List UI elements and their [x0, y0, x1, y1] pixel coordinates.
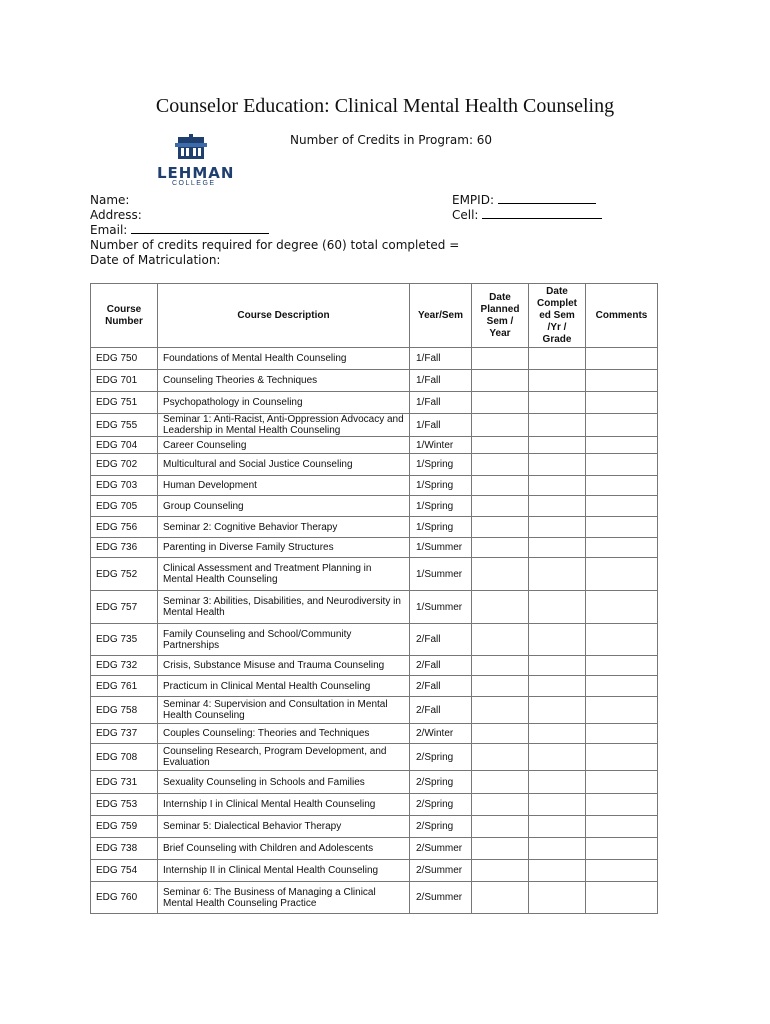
course-description: Seminar 2: Cognitive Behavior Therapy: [158, 517, 410, 538]
date-completed-cell[interactable]: [529, 676, 586, 697]
course-description: Seminar 4: Supervision and Consultation in Mental Health Counseling: [158, 697, 410, 724]
date-planned-cell[interactable]: [472, 771, 529, 794]
course-number: EDG 757: [91, 591, 158, 624]
date-planned-cell[interactable]: [472, 724, 529, 744]
date-completed-cell[interactable]: [529, 624, 586, 656]
table-row: [91, 517, 658, 538]
cell-field[interactable]: [482, 208, 602, 219]
empid-row: [452, 193, 596, 207]
table-row: [91, 476, 658, 496]
year-sem: 1/Summer: [410, 538, 472, 558]
comments-cell[interactable]: [586, 437, 658, 454]
course-description: Seminar 3: Abilities, Disabilities, and Neurodiversity in Mental Health: [158, 591, 410, 624]
date-planned-cell[interactable]: [472, 624, 529, 656]
comments-cell[interactable]: [586, 838, 658, 860]
course-description: Psychopathology in Counseling: [158, 392, 410, 414]
date-planned-cell[interactable]: [472, 370, 529, 392]
course-description: Seminar 1: Anti-Racist, Anti-Oppression Advocacy and Leadership in Mental Health Counseling: [158, 414, 410, 437]
course-description: Parenting in Diverse Family Structures: [158, 538, 410, 558]
course-description: Family Counseling and School/Community Partnerships: [158, 624, 410, 656]
course-number: EDG 736: [91, 538, 158, 558]
date-planned-cell[interactable]: [472, 676, 529, 697]
logo-subtext: COLLEGE: [172, 180, 216, 187]
table-row: [91, 724, 658, 744]
year-sem: 2/Spring: [410, 771, 472, 794]
date-planned-cell[interactable]: [472, 558, 529, 591]
year-sem: 1/Fall: [410, 392, 472, 414]
table-row: [91, 882, 658, 914]
course-number: EDG 701: [91, 370, 158, 392]
table-row: [91, 392, 658, 414]
date-completed-cell[interactable]: [529, 838, 586, 860]
year-sem: 1/Winter: [410, 437, 472, 454]
course-number: EDG 705: [91, 496, 158, 517]
course-number: EDG 737: [91, 724, 158, 744]
course-description: Internship II in Clinical Mental Health Counseling: [158, 860, 410, 882]
year-sem: 2/Spring: [410, 794, 472, 816]
comments-cell[interactable]: [586, 882, 658, 914]
empid-label: EMPID:: [452, 193, 494, 207]
comments-cell[interactable]: [586, 697, 658, 724]
course-number: EDG 750: [91, 348, 158, 370]
header-comments: Comments: [586, 284, 658, 348]
comments-cell[interactable]: [586, 794, 658, 816]
course-number: EDG 732: [91, 656, 158, 676]
table-row: [91, 496, 658, 517]
date-planned-cell[interactable]: [472, 860, 529, 882]
year-sem: 1/Fall: [410, 348, 472, 370]
cell-row: [452, 208, 602, 222]
course-description: Human Development: [158, 476, 410, 496]
date-completed-cell[interactable]: [529, 496, 586, 517]
course-number: EDG 704: [91, 437, 158, 454]
email-field[interactable]: [131, 223, 269, 234]
year-sem: 2/Summer: [410, 882, 472, 914]
header-course-number: Course Number: [91, 284, 158, 348]
date-completed-cell[interactable]: [529, 591, 586, 624]
date-completed-cell[interactable]: [529, 370, 586, 392]
date-planned-cell[interactable]: [472, 496, 529, 517]
date-completed-cell[interactable]: [529, 771, 586, 794]
year-sem: 1/Spring: [410, 496, 472, 517]
year-sem: 1/Fall: [410, 370, 472, 392]
table-row: [91, 370, 658, 392]
comments-cell[interactable]: [586, 816, 658, 838]
course-description: Couples Counseling: Theories and Techniques: [158, 724, 410, 744]
course-number: EDG 760: [91, 882, 158, 914]
table-row: [91, 414, 658, 437]
date-planned-cell[interactable]: [472, 454, 529, 476]
date-completed-cell[interactable]: [529, 697, 586, 724]
comments-cell[interactable]: [586, 771, 658, 794]
table-row: [91, 558, 658, 591]
date-completed-cell[interactable]: [529, 414, 586, 437]
date-completed-cell[interactable]: [529, 517, 586, 538]
year-sem: 1/Summer: [410, 558, 472, 591]
date-planned-cell[interactable]: [472, 656, 529, 676]
course-description: Foundations of Mental Health Counseling: [158, 348, 410, 370]
date-planned-cell[interactable]: [472, 348, 529, 370]
course-description: Group Counseling: [158, 496, 410, 517]
course-number: EDG 758: [91, 697, 158, 724]
table-row: [91, 816, 658, 838]
date-planned-cell[interactable]: [472, 794, 529, 816]
table-row: [91, 348, 658, 370]
year-sem: 1/Summer: [410, 591, 472, 624]
header-date-completed: Date Complet ed Sem /Yr / Grade: [529, 284, 586, 348]
course-number: EDG 702: [91, 454, 158, 476]
table-row: [91, 624, 658, 656]
course-number: EDG 751: [91, 392, 158, 414]
credits-line: Number of Credits in Program: 60: [290, 133, 493, 147]
date-completed-cell[interactable]: [529, 454, 586, 476]
logo-text: LEHMAN: [157, 164, 235, 182]
comments-cell[interactable]: [586, 392, 658, 414]
year-sem: 2/Summer: [410, 838, 472, 860]
email-label: Email:: [90, 223, 128, 237]
year-sem: 1/Spring: [410, 517, 472, 538]
course-number: EDG 755: [91, 414, 158, 437]
year-sem: 1/Fall: [410, 414, 472, 437]
date-planned-cell[interactable]: [472, 437, 529, 454]
table-row: [91, 538, 658, 558]
course-number: EDG 738: [91, 838, 158, 860]
table-row: [91, 744, 658, 771]
date-planned-cell[interactable]: [472, 744, 529, 771]
course-description: Internship I in Clinical Mental Health Counseling: [158, 794, 410, 816]
course-description: Seminar 6: The Business of Managing a Clinical Mental Health Counseling Practice: [158, 882, 410, 914]
comments-cell[interactable]: [586, 414, 658, 437]
address-label: Address:: [90, 208, 142, 222]
table-row: [91, 437, 658, 454]
date-planned-cell[interactable]: [472, 816, 529, 838]
year-sem: 2/Fall: [410, 656, 472, 676]
date-completed-cell[interactable]: [529, 476, 586, 496]
date-completed-cell[interactable]: [529, 656, 586, 676]
date-planned-cell[interactable]: [472, 591, 529, 624]
comments-cell[interactable]: [586, 538, 658, 558]
matriculation-label: Date of Matriculation:: [90, 253, 221, 267]
year-sem: 1/Spring: [410, 476, 472, 496]
course-description: Crisis, Substance Misuse and Trauma Counseling: [158, 656, 410, 676]
date-planned-cell[interactable]: [472, 538, 529, 558]
date-planned-cell[interactable]: [472, 838, 529, 860]
date-completed-cell[interactable]: [529, 724, 586, 744]
course-description: Seminar 5: Dialectical Behavior Therapy: [158, 816, 410, 838]
table-row: [91, 860, 658, 882]
table-row: [91, 771, 658, 794]
date-completed-cell[interactable]: [529, 882, 586, 914]
course-number: EDG 708: [91, 744, 158, 771]
date-planned-cell[interactable]: [472, 414, 529, 437]
table-row: [91, 838, 658, 860]
course-description: Counseling Theories & Techniques: [158, 370, 410, 392]
course-description: Sexuality Counseling in Schools and Families: [158, 771, 410, 794]
year-sem: 2/Winter: [410, 724, 472, 744]
comments-cell[interactable]: [586, 656, 658, 676]
comments-cell[interactable]: [586, 860, 658, 882]
date-completed-cell[interactable]: [529, 816, 586, 838]
course-description: Career Counseling: [158, 437, 410, 454]
date-planned-cell[interactable]: [472, 697, 529, 724]
table-row: [91, 591, 658, 624]
date-completed-cell[interactable]: [529, 392, 586, 414]
date-completed-cell[interactable]: [529, 348, 586, 370]
comments-cell[interactable]: [586, 496, 658, 517]
comments-cell[interactable]: [586, 591, 658, 624]
header-year-sem: Year/Sem: [410, 284, 472, 348]
comments-cell[interactable]: [586, 348, 658, 370]
course-number: EDG 761: [91, 676, 158, 697]
course-number: EDG 756: [91, 517, 158, 538]
date-planned-cell[interactable]: [472, 392, 529, 414]
email-row: [90, 223, 269, 237]
table-row: [91, 656, 658, 676]
year-sem: 2/Spring: [410, 816, 472, 838]
date-completed-cell[interactable]: [529, 860, 586, 882]
date-completed-cell[interactable]: [529, 794, 586, 816]
year-sem: 2/Spring: [410, 744, 472, 771]
comments-cell[interactable]: [586, 558, 658, 591]
course-number: EDG 752: [91, 558, 158, 591]
course-number: EDG 703: [91, 476, 158, 496]
table-row: [91, 676, 658, 697]
course-description: Brief Counseling with Children and Adolescents: [158, 838, 410, 860]
lehman-college-logo: [156, 133, 235, 189]
name-label: Name:: [90, 193, 130, 207]
course-table: [90, 283, 658, 914]
date-planned-cell[interactable]: [472, 517, 529, 538]
year-sem: 2/Summer: [410, 860, 472, 882]
credits-required-label: Number of credits required for degree (60) total completed =: [90, 238, 460, 252]
course-number: EDG 753: [91, 794, 158, 816]
cell-label: Cell:: [452, 208, 479, 222]
comments-cell[interactable]: [586, 624, 658, 656]
date-completed-cell[interactable]: [529, 744, 586, 771]
comments-cell[interactable]: [586, 744, 658, 771]
comments-cell[interactable]: [586, 517, 658, 538]
date-completed-cell[interactable]: [529, 437, 586, 454]
date-planned-cell[interactable]: [472, 476, 529, 496]
comments-cell[interactable]: [586, 370, 658, 392]
year-sem: 2/Fall: [410, 676, 472, 697]
comments-cell[interactable]: [586, 476, 658, 496]
course-description: Multicultural and Social Justice Counseling: [158, 454, 410, 476]
table-row: [91, 794, 658, 816]
comments-cell[interactable]: [586, 676, 658, 697]
course-number: EDG 754: [91, 860, 158, 882]
table-header-row: [91, 284, 658, 348]
course-description: Practicum in Clinical Mental Health Counseling: [158, 676, 410, 697]
header-date-planned: Date Planned Sem / Year: [472, 284, 529, 348]
table-row: [91, 697, 658, 724]
page-title: Counselor Education: Clinical Mental Health Counseling: [155, 95, 615, 117]
header-course-description: Course Description: [158, 284, 410, 348]
year-sem: 1/Spring: [410, 454, 472, 476]
date-completed-cell[interactable]: [529, 558, 586, 591]
comments-cell[interactable]: [586, 724, 658, 744]
year-sem: 2/Fall: [410, 697, 472, 724]
course-number: EDG 735: [91, 624, 158, 656]
comments-cell[interactable]: [586, 454, 658, 476]
date-planned-cell[interactable]: [472, 882, 529, 914]
year-sem: 2/Fall: [410, 624, 472, 656]
course-description: Counseling Research, Program Development, and Evaluation: [158, 744, 410, 771]
table-row: [91, 454, 658, 476]
date-completed-cell[interactable]: [529, 538, 586, 558]
course-number: EDG 759: [91, 816, 158, 838]
course-description: Clinical Assessment and Treatment Planning in Mental Health Counseling: [158, 558, 410, 591]
course-number: EDG 731: [91, 771, 158, 794]
empid-field[interactable]: [498, 193, 596, 204]
